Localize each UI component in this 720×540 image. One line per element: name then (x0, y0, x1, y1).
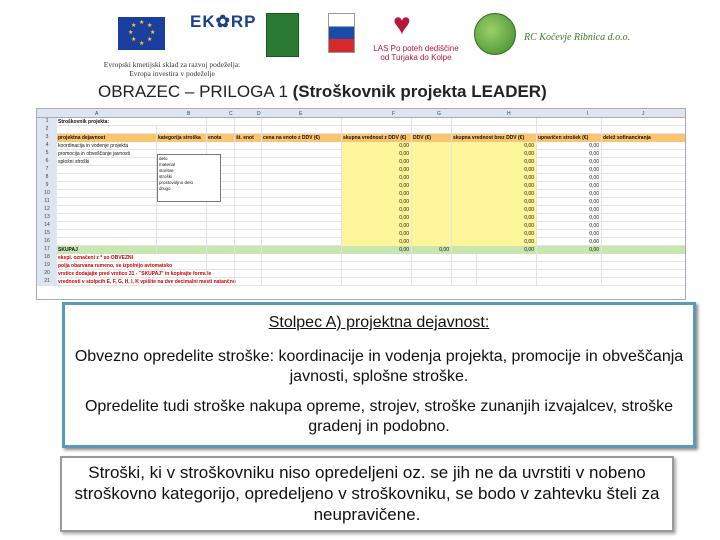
table-cell[interactable]: 0,00 (537, 142, 602, 150)
table-cell[interactable]: 0,00 (452, 174, 537, 182)
table-cell[interactable] (452, 118, 537, 126)
table-cell[interactable] (262, 214, 342, 222)
table-cell[interactable] (57, 126, 157, 134)
table-cell[interactable]: 0,00 (452, 198, 537, 206)
col-header: J (642, 111, 645, 117)
col-header: F (392, 111, 396, 117)
table-cell[interactable]: 0,00 (452, 214, 537, 222)
row-number: 15 (37, 230, 57, 238)
table-row (57, 174, 686, 182)
col-header: C (229, 111, 233, 117)
table-cell[interactable] (342, 254, 412, 262)
table-cell[interactable]: 0,00 (342, 174, 412, 182)
table-cell[interactable] (207, 118, 235, 126)
table-cell[interactable]: polja obarvana rumeno, se izpolnijo avtomatsko (57, 262, 477, 270)
table-cell[interactable] (412, 222, 452, 230)
row-number: 18 (37, 254, 57, 262)
table-cell[interactable] (157, 262, 207, 270)
table-cell[interactable] (412, 142, 452, 150)
table-cell[interactable]: 0,00 (452, 166, 537, 174)
row-number: 11 (37, 198, 57, 206)
table-cell[interactable] (262, 270, 342, 278)
table-cell[interactable] (602, 270, 686, 278)
table-row (57, 262, 686, 270)
table-row (57, 150, 686, 158)
rc-logo-text: RC Kočevje Ribnica d.o.o. (524, 32, 631, 43)
row-number: 14 (37, 222, 57, 230)
table-cell[interactable]: splošni stroški (57, 158, 157, 166)
row-number: 9 (37, 182, 57, 190)
table-cell[interactable] (207, 214, 235, 222)
row-number: 1 (37, 118, 57, 126)
table-cell[interactable] (262, 150, 342, 158)
table-cell[interactable] (157, 246, 207, 254)
ekrp-logo: EK✿RP (190, 12, 257, 31)
table-cell[interactable] (157, 222, 207, 230)
logo-bar (0, 0, 720, 78)
row-number: 8 (37, 174, 57, 182)
table-row (57, 126, 686, 134)
table-cell[interactable] (207, 206, 235, 214)
table-cell[interactable] (602, 238, 686, 246)
table-cell[interactable] (235, 190, 262, 198)
dropdown-option[interactable]: stroški (159, 174, 173, 179)
table-cell[interactable] (157, 278, 207, 286)
table-cell[interactable] (602, 190, 686, 198)
table-cell[interactable] (412, 270, 452, 278)
table-cell[interactable] (235, 254, 262, 262)
table-row (57, 230, 686, 238)
table-cell[interactable]: projektna dejavnost (57, 134, 157, 142)
table-cell[interactable] (262, 278, 342, 286)
table-cell[interactable]: 0,00 (537, 206, 602, 214)
table-cell[interactable]: skupna vrednost brez DDV (€) (452, 134, 537, 142)
table-row (57, 246, 686, 254)
title-prefix: OBRAZEC – PRILOGA 1 (98, 82, 288, 101)
table-cell[interactable] (412, 254, 452, 262)
table-cell[interactable] (412, 262, 452, 270)
row-number: 3 (37, 134, 57, 142)
table-cell[interactable]: 0,00 (537, 230, 602, 238)
table-cell[interactable]: 0,00 (342, 222, 412, 230)
table-cell[interactable] (157, 214, 207, 222)
dropdown-option[interactable]: delo (159, 156, 168, 161)
table-cell[interactable]: 0,00 (342, 150, 412, 158)
table-cell[interactable] (57, 222, 157, 230)
table-cell[interactable] (602, 222, 686, 230)
column-header-row (37, 109, 686, 118)
table-cell[interactable] (262, 238, 342, 246)
table-cell[interactable]: 0,00 (452, 206, 537, 214)
table-cell[interactable] (207, 142, 235, 150)
table-cell[interactable] (602, 214, 686, 222)
table-cell[interactable] (207, 230, 235, 238)
title-bold: (Stroškovnik projekta LEADER) (292, 82, 547, 101)
table-cell[interactable] (412, 174, 452, 182)
table-cell[interactable]: 0,00 (342, 206, 412, 214)
table-cell[interactable]: 0,00 (342, 166, 412, 174)
table-cell[interactable] (602, 206, 686, 214)
col-header: E (299, 111, 303, 117)
col-header: A (95, 111, 99, 117)
table-row (57, 190, 686, 198)
table-cell[interactable] (602, 118, 686, 126)
table-cell[interactable] (157, 254, 207, 262)
table-cell[interactable]: promocija in obveščanje javnosti (57, 150, 157, 158)
table-cell[interactable]: 0,00 (342, 182, 412, 190)
table-cell[interactable]: 0,00 (342, 246, 412, 254)
table-cell[interactable] (207, 278, 235, 286)
table-cell[interactable]: 0,00 (342, 198, 412, 206)
table-cell[interactable] (262, 158, 342, 166)
table-cell[interactable] (342, 278, 412, 286)
table-row (57, 238, 686, 246)
table-cell[interactable] (235, 222, 262, 230)
table-cell[interactable] (157, 118, 207, 126)
col-header: D (257, 111, 261, 117)
col-header: I (587, 111, 589, 117)
table-cell[interactable]: 0,00 (452, 190, 537, 198)
table-cell[interactable] (412, 206, 452, 214)
table-cell[interactable] (412, 182, 452, 190)
eu-flag-logo: ★ ★ ★ ★ ★ ★ ★ ★ (118, 17, 165, 50)
table-cell[interactable]: 0,00 (342, 190, 412, 198)
table-cell[interactable] (57, 190, 157, 198)
table-cell[interactable] (602, 174, 686, 182)
table-cell[interactable]: DDV (€) (412, 134, 452, 142)
las-logo-text (372, 44, 460, 62)
info-card-ineligible: Stroški, ki v stroškovniku niso opredeljeni oz. se jih ne da uvrstiti v nobeno stroškovno kategorijo, opredeljeno v stroškovniku, se bodo v zahtevku šteli za neupravičene. (60, 456, 674, 532)
table-cell[interactable]: vrstice dodajajte pred vrstico 31 - "SKUPAJ" in kopirajte formule (57, 270, 477, 278)
table-cell[interactable] (537, 254, 602, 262)
table-row (57, 254, 686, 262)
table-cell[interactable]: 0,00 (537, 150, 602, 158)
row-number: 7 (37, 166, 57, 174)
table-cell[interactable] (342, 126, 412, 134)
table-cell[interactable] (235, 270, 262, 278)
table-cell[interactable] (235, 214, 262, 222)
table-cell[interactable] (235, 182, 262, 190)
table-cell[interactable] (262, 174, 342, 182)
table-cell[interactable]: 0,00 (342, 158, 412, 166)
table-cell[interactable] (537, 262, 602, 270)
table-row (57, 134, 686, 142)
row-number: 17 (37, 246, 57, 254)
table-cell[interactable] (342, 262, 412, 270)
table-cell[interactable] (235, 158, 262, 166)
table-cell[interactable]: SKUPAJ (57, 246, 157, 254)
table-cell[interactable] (537, 270, 602, 278)
table-cell[interactable] (412, 158, 452, 166)
table-cell[interactable] (602, 254, 686, 262)
table-cell[interactable]: 0,00 (537, 182, 602, 190)
table-cell[interactable]: koordinacija in vodenje projekta (57, 142, 157, 150)
table-cell[interactable] (602, 182, 686, 190)
table-cell[interactable] (452, 278, 537, 286)
table-cell[interactable] (57, 214, 157, 222)
table-cell[interactable]: 0,00 (452, 150, 537, 158)
table-cell[interactable] (57, 182, 157, 190)
table-cell[interactable] (157, 238, 207, 246)
table-cell[interactable] (262, 198, 342, 206)
table-cell[interactable] (262, 142, 342, 150)
row-number: 19 (37, 262, 57, 270)
table-cell[interactable]: 0,00 (537, 166, 602, 174)
table-cell[interactable] (235, 246, 262, 254)
table-cell[interactable] (602, 166, 686, 174)
table-cell[interactable] (412, 278, 452, 286)
table-cell[interactable]: 0,00 (452, 182, 537, 190)
table-cell[interactable] (57, 166, 157, 174)
table-cell[interactable] (412, 230, 452, 238)
row-number: 4 (37, 142, 57, 150)
table-cell[interactable]: št. enot (235, 134, 262, 142)
table-cell[interactable] (452, 262, 537, 270)
table-cell[interactable] (262, 190, 342, 198)
card-heading: Stolpec A) projektna dejavnost: (268, 314, 490, 331)
dropdown-option[interactable]: material (159, 162, 176, 167)
table-cell[interactable]: 0,00 (342, 230, 412, 238)
slovenia-coat-of-arms-icon (328, 13, 355, 53)
table-cell[interactable]: 0,00 (537, 222, 602, 230)
table-cell[interactable]: 0,00 (537, 214, 602, 222)
row-number: 10 (37, 190, 57, 198)
table-cell[interactable] (342, 270, 412, 278)
table-cell[interactable] (412, 166, 452, 174)
table-row (57, 182, 686, 190)
table-cell[interactable] (262, 126, 342, 134)
row-number: 16 (37, 238, 57, 246)
table-cell[interactable] (207, 270, 235, 278)
table-cell[interactable] (412, 126, 452, 134)
table-cell[interactable] (537, 126, 602, 134)
table-cell[interactable] (157, 206, 207, 214)
leader-logo (266, 13, 299, 57)
table-cell[interactable] (452, 254, 537, 262)
table-cell[interactable]: 0,00 (452, 238, 537, 246)
table-cell[interactable] (235, 166, 262, 174)
table-cell[interactable] (602, 150, 686, 158)
table-cell[interactable] (602, 198, 686, 206)
table-cell[interactable] (262, 246, 342, 254)
table-row (57, 166, 686, 174)
table-cell[interactable] (235, 198, 262, 206)
table-cell[interactable] (235, 230, 262, 238)
table-cell[interactable]: 0,00 (452, 142, 537, 150)
table-cell[interactable] (602, 126, 686, 134)
table-cell[interactable] (207, 246, 235, 254)
table-cell[interactable] (262, 262, 342, 270)
table-cell[interactable]: delež sofinanciranja (602, 134, 686, 142)
table-cell[interactable] (602, 142, 686, 150)
table-cell[interactable] (235, 262, 262, 270)
table-cell[interactable]: 0,00 (412, 246, 452, 254)
table-cell[interactable] (207, 262, 235, 270)
table-cell[interactable] (157, 126, 207, 134)
card-paragraph-2: Opredelite tudi stroške nakupa opreme, strojev, stroške zunanjih izvajalcev, stroške gradenj in podobno. (84, 398, 674, 435)
table-cell[interactable]: vrednosti v stolpcih E, F, G, H, I, K vpišite na dve decimalni mesti natančno (57, 278, 477, 286)
table-cell[interactable] (412, 118, 452, 126)
table-cell[interactable]: 0,00 (537, 198, 602, 206)
table-cell[interactable] (57, 174, 157, 182)
table-cell[interactable] (412, 198, 452, 206)
row-number: 6 (37, 158, 57, 166)
table-cell[interactable]: 0,00 (537, 246, 602, 254)
table-cell[interactable] (235, 142, 262, 150)
table-cell[interactable]: 0,00 (537, 158, 602, 166)
table-cell[interactable]: 0,00 (452, 158, 537, 166)
table-row (57, 142, 686, 150)
row-number: 12 (37, 206, 57, 214)
table-cell[interactable] (235, 238, 262, 246)
table-cell[interactable] (57, 238, 157, 246)
table-row (57, 206, 686, 214)
table-cell[interactable] (57, 206, 157, 214)
table-cell[interactable] (602, 158, 686, 166)
col-header: B (187, 111, 191, 117)
row-number: 20 (37, 270, 57, 278)
table-cell[interactable] (235, 150, 262, 158)
col-header: G (437, 111, 441, 117)
table-cell[interactable] (262, 222, 342, 230)
dropdown-option[interactable]: drugo (159, 186, 171, 191)
row-number: 21 (37, 278, 57, 286)
table-row (57, 270, 686, 278)
table-cell[interactable] (602, 262, 686, 270)
table-cell[interactable] (207, 222, 235, 230)
table-cell[interactable]: skupna vrednost z DDV (€) (342, 134, 412, 142)
table-row (57, 214, 686, 222)
table-cell[interactable] (412, 190, 452, 198)
table-cell[interactable] (57, 230, 157, 238)
ekrp-caption-line2: Evropa investira v podeželje (129, 69, 215, 78)
table-cell[interactable] (602, 246, 686, 254)
table-cell[interactable] (235, 118, 262, 126)
las-heart-icon: ♥ (393, 8, 411, 41)
table-cell[interactable] (262, 206, 342, 214)
table-cell[interactable] (207, 238, 235, 246)
table-cell[interactable] (602, 278, 686, 286)
table-cell[interactable] (262, 166, 342, 174)
ekrp-caption-line1: Evropski kmetijski sklad za razvoj podeželja: (103, 60, 241, 69)
table-cell[interactable]: 0,00 (452, 230, 537, 238)
table-cell[interactable] (262, 182, 342, 190)
ekrp-caption (96, 60, 248, 78)
dropdown-option[interactable]: prostovoljno delo (159, 180, 194, 185)
table-cell[interactable]: 0,00 (342, 214, 412, 222)
row-number: 2 (37, 126, 57, 134)
table-cell[interactable] (235, 278, 262, 286)
table-cell[interactable]: 0,00 (342, 238, 412, 246)
las-line2: od Turjaka do Kolpe (380, 53, 452, 62)
table-cell[interactable]: kategorija stroška (157, 134, 207, 142)
page-title (98, 82, 547, 102)
table-cell[interactable] (262, 230, 342, 238)
table-cell[interactable] (342, 118, 412, 126)
col-header: H (507, 111, 511, 117)
card-paragraph-1: Obvezno opredelite stroške: koordinacije in vodenja projekta, promocije in obveščanja javnosti, splošne stroške. (74, 348, 684, 385)
table-cell[interactable]: 0,00 (537, 174, 602, 182)
table-row (57, 278, 686, 286)
table-row (57, 198, 686, 206)
table-row (57, 158, 686, 166)
info-card-column-a (62, 302, 696, 448)
table-cell[interactable] (537, 278, 602, 286)
table-cell[interactable] (262, 254, 342, 262)
las-line1: LAS Po poteh dediščine (373, 44, 459, 53)
table-cell[interactable] (235, 174, 262, 182)
table-cell[interactable] (157, 270, 207, 278)
table-cell[interactable] (57, 198, 157, 206)
table-cell[interactable] (207, 254, 235, 262)
table-row (57, 222, 686, 230)
spreadsheet-screenshot (36, 108, 686, 300)
table-cell[interactable] (412, 214, 452, 222)
table-cell[interactable]: Stroškovnik projekta: (57, 118, 207, 126)
table-row (57, 118, 686, 126)
table-cell[interactable]: upravičen strošek (€) (537, 134, 602, 142)
table-cell[interactable] (262, 118, 342, 126)
row-number: 13 (37, 214, 57, 222)
table-cell[interactable]: 0,00 (537, 190, 602, 198)
table-cell[interactable] (207, 126, 235, 134)
row-number: 5 (37, 150, 57, 158)
table-cell[interactable]: 0,00 (342, 142, 412, 150)
rc-logo-icon (474, 13, 516, 55)
table-cell[interactable]: 0,00 (537, 238, 602, 246)
table-cell[interactable] (412, 150, 452, 158)
table-cell[interactable] (412, 238, 452, 246)
table-cell[interactable] (602, 230, 686, 238)
table-cell[interactable]: 0,00 (452, 246, 537, 254)
table-cell[interactable] (452, 126, 537, 134)
table-cell[interactable] (452, 270, 537, 278)
table-cell[interactable]: enota (207, 134, 235, 142)
table-cell[interactable] (157, 142, 207, 150)
table-cell[interactable] (235, 206, 262, 214)
table-cell[interactable] (537, 118, 602, 126)
table-cell[interactable] (235, 126, 262, 134)
table-cell[interactable]: cena na enoto z DDV (€) (262, 134, 342, 142)
dropdown-option[interactable]: storitve (159, 168, 174, 173)
category-dropdown[interactable] (157, 154, 221, 202)
table-cell[interactable] (157, 230, 207, 238)
table-cell[interactable]: 0,00 (452, 222, 537, 230)
table-cell[interactable]: ekspl. označeni z * so OBVEZNI (57, 254, 477, 262)
